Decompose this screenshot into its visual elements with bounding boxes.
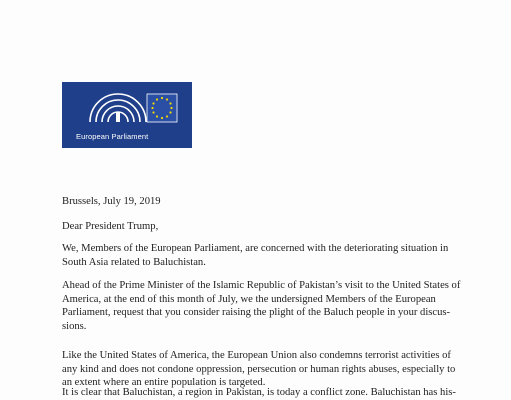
text-line: South Asia related to Baluchistan. (62, 256, 206, 268)
letter-salutation: Dear President Trump, (62, 221, 159, 232)
paragraph-conflict-zone (62, 386, 462, 400)
paragraph-visit-request (62, 279, 462, 333)
paragraph-terrorism (62, 349, 462, 390)
text-line: Parliament, request that you consider raising the plight of the Baluch people in your discus- (62, 307, 451, 319)
european-parliament-logo (62, 82, 192, 148)
text-line: an extent where an entire population is targeted. (62, 377, 266, 389)
text-line: any kind and does not condone oppression, persecution or human rights abuses, especially to (62, 363, 456, 375)
text-line: Like the United States of America, the European Union also condemns terrorist activities of (62, 350, 451, 361)
paragraph-concern (62, 242, 462, 269)
text-line: We, Members of the European Parliament, are concerned with the deteriorating situation in (62, 243, 449, 254)
logo-wordmark: European Parliament (76, 132, 149, 141)
text-line: America, at the end of this month of July, we the undersigned Members of the European (62, 293, 436, 305)
text-line: sions. (62, 320, 87, 332)
text-line: Ahead of the Prime Minister of the Islamic Republic of Pakistan’s visit to the United States of (62, 280, 461, 291)
letter-date: Brussels, July 19, 2019 (62, 196, 161, 207)
text-line: It is clear that Baluchistan, a region in Pakistan, is today a conflict zone. Baluchistan has his- (62, 387, 456, 398)
